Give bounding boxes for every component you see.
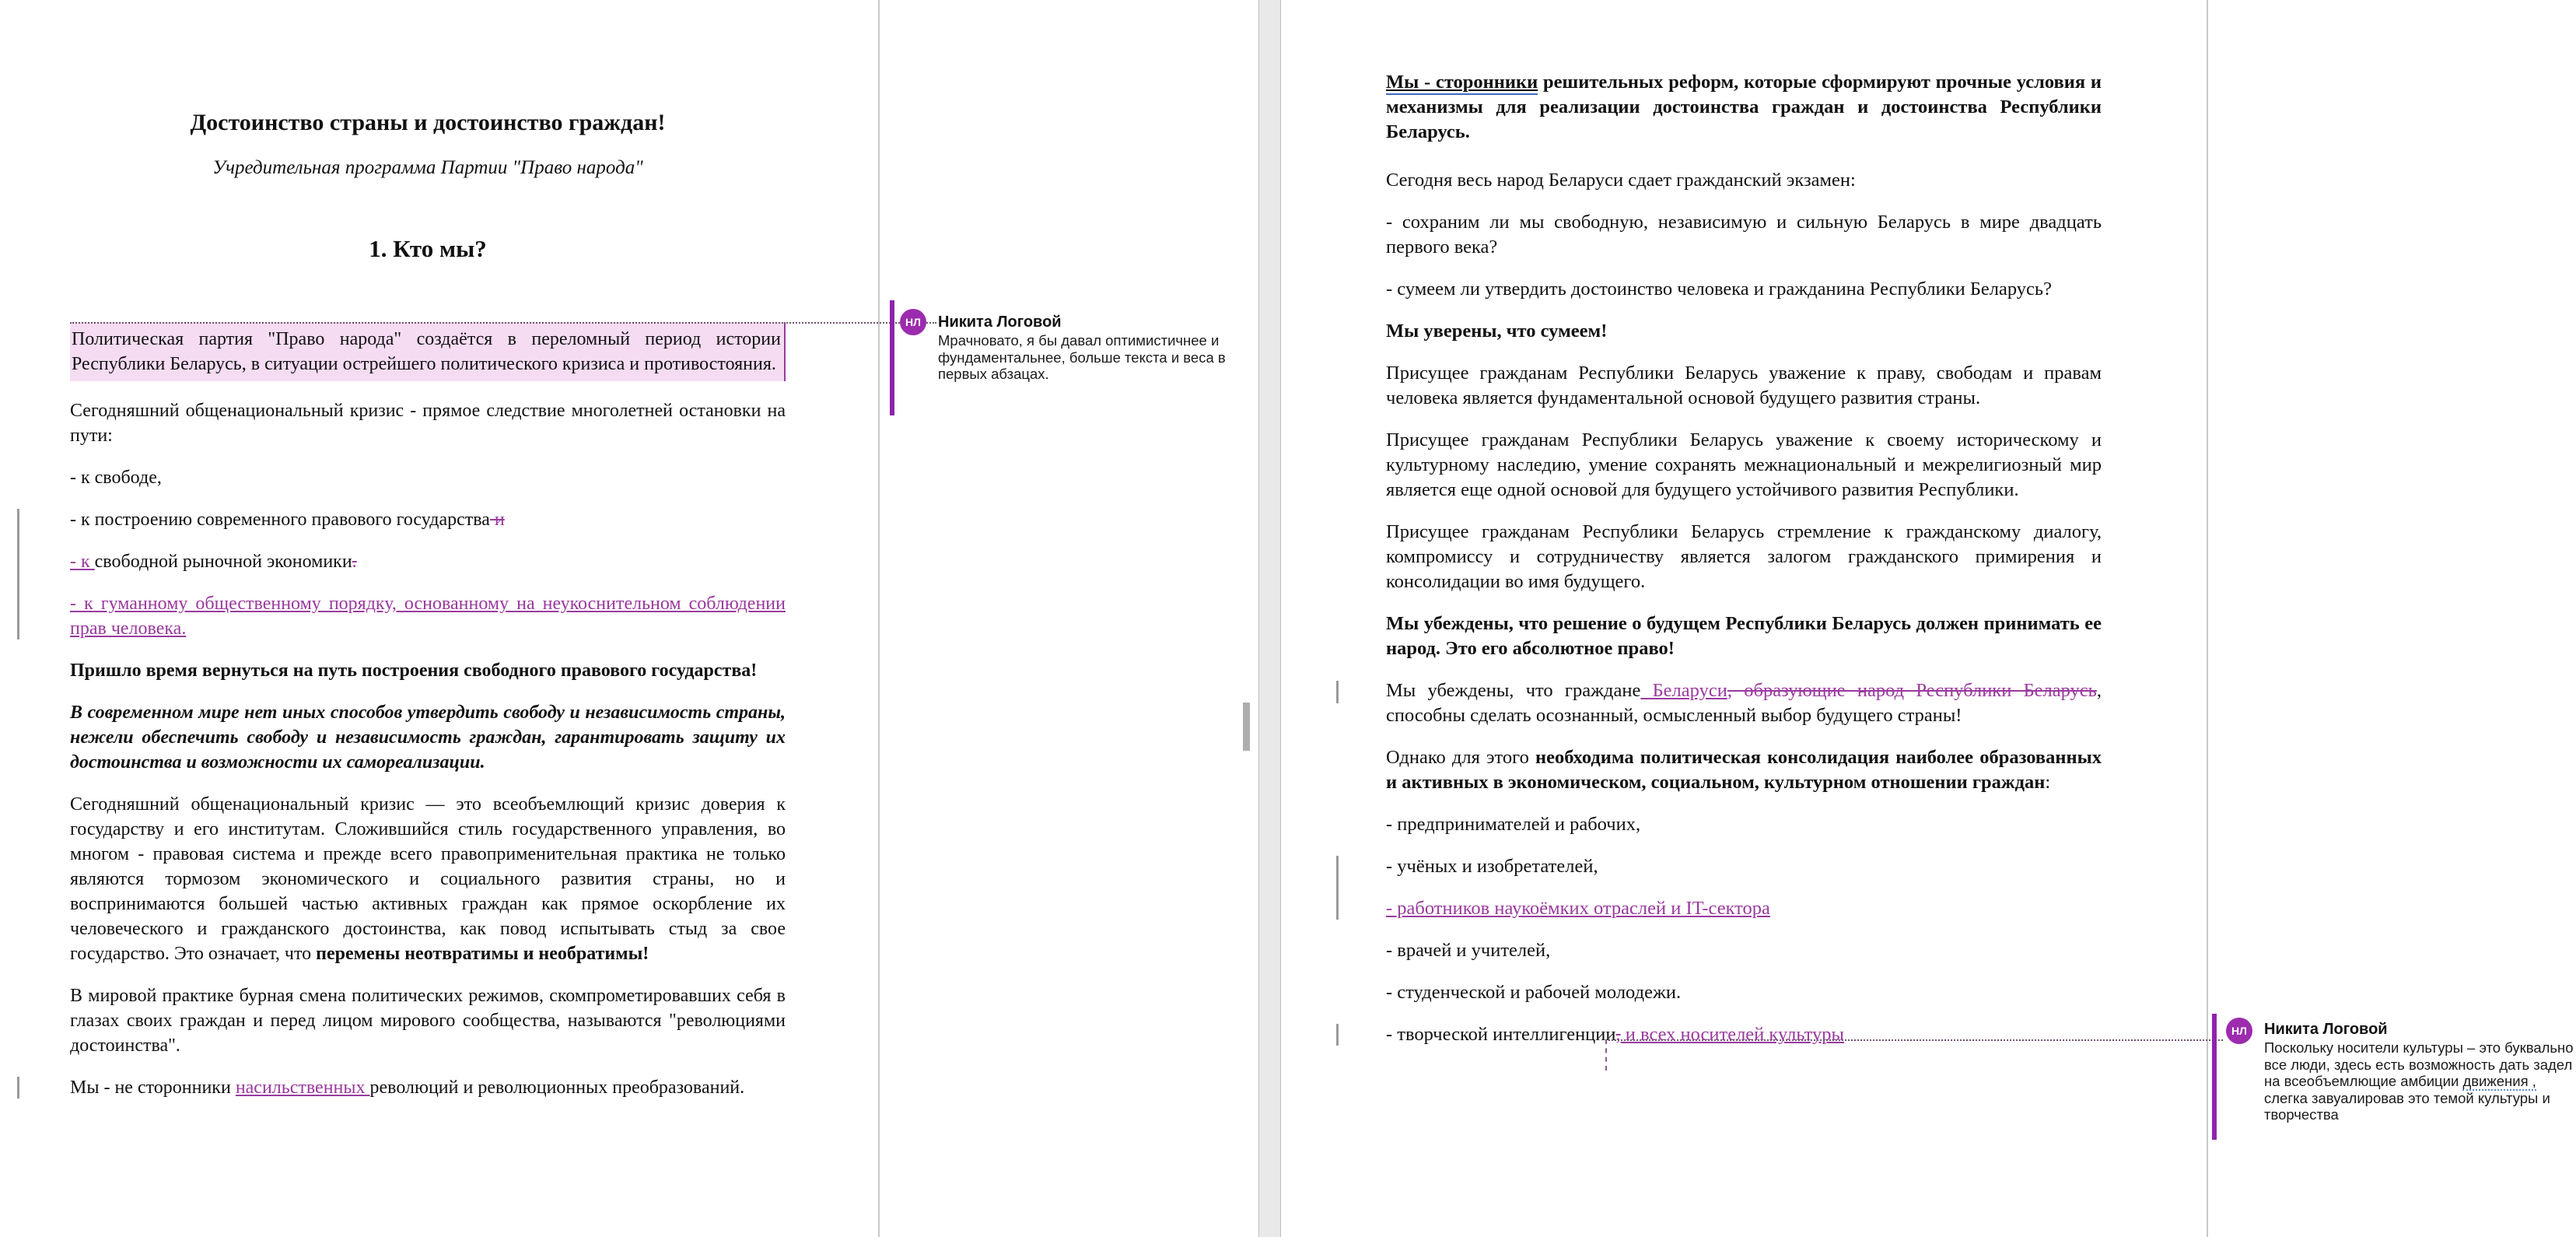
paragraph[interactable] — [1386, 210, 2102, 260]
text-run: Присущее гражданам Республики Беларусь уважение к своему историческому и культурному наследию, умение сохранять межнациональный и межрелигиозный мир является еще одной основой для будущего устойчивого развития Республики. — [1386, 429, 2102, 500]
document-subtitle[interactable] — [70, 156, 786, 180]
comment-2-text-after: слегка завуалировав это темой культуры и творчества — [2264, 1089, 2550, 1123]
text-run: революций и революционных преобразований. — [369, 1078, 745, 1098]
paragraph[interactable] — [70, 549, 786, 574]
paragraph[interactable] — [1386, 168, 2102, 193]
text-run: - врачей и учителей, — [1386, 940, 1551, 961]
text-run: Учредительная программа Партии "Право народа" — [212, 157, 643, 178]
paragraph[interactable] — [1386, 745, 2102, 795]
paragraph[interactable] — [1386, 854, 2102, 879]
text-run: 1. Кто мы? — [369, 235, 487, 262]
text-run: Сегодняшний общенациональный кризис - прямое следствие многолетней остановки на пути: — [70, 401, 786, 446]
section-heading[interactable] — [70, 232, 786, 266]
comment-1-author-bar — [890, 300, 894, 415]
paragraph[interactable] — [1386, 980, 2102, 1005]
text-run: Присущее гражданам Республики Беларусь уважение к праву, свободам и правам человека является фундаментальной основой будущего развития страны. — [1386, 363, 2102, 408]
paragraph[interactable] — [70, 1075, 786, 1100]
paragraph[interactable] — [70, 398, 786, 448]
text-run: Мы убеждены, что решение о будущем Республики Беларусь должен принимать ее народ. Это его абсолютное право! — [1386, 613, 2102, 659]
text-run: Мы - сторонники — [1386, 72, 1538, 95]
comment-1-author: Никита Логовой — [938, 314, 1062, 331]
text-run: Мы уверены, что сумеем! — [1386, 321, 1608, 342]
paragraph[interactable] — [70, 700, 786, 775]
deleted-text: , образующие народ Республики Беларусь — [1727, 680, 2097, 701]
paragraph[interactable] — [1386, 361, 2102, 411]
paragraph[interactable] — [1386, 938, 2102, 963]
comment-2-author-bar — [2212, 1014, 2217, 1140]
text-run: Мы - не сторонники — [70, 1078, 236, 1098]
text-run: Однако для этого — [1386, 747, 1535, 768]
text-run: перемены неотвратимы и необратимы! — [316, 944, 649, 964]
deleted-text: . — [352, 552, 357, 572]
text-run: Достоинство страны и достоинство граждан! — [190, 110, 666, 135]
paragraph[interactable] — [1386, 678, 2102, 728]
text-run: - к построению современного правового государства — [70, 510, 490, 530]
paragraph[interactable] — [1386, 611, 2102, 661]
text-run: : — [2045, 772, 2051, 793]
text-run: - предпринимателей и рабочих, — [1386, 814, 1641, 835]
text-run: Политическая партия "Право народа" создаётся в переломный период истории Республики Беларусь, в ситуации острейшего политического кризиса и противостояния. — [72, 329, 781, 374]
paragraph[interactable] — [1386, 319, 2102, 344]
text-run: Сегодня весь народ Беларуси сдает гражданский экзамен: — [1386, 170, 1856, 191]
paragraph[interactable] — [70, 465, 786, 490]
comment-1-avatar: НЛ — [900, 309, 926, 335]
inserted-text: - к гуманному общественному порядку, основанному на неукоснительном соблюдении прав человека. — [70, 594, 786, 639]
anchored-paragraph[interactable] — [70, 322, 786, 381]
deleted-text: , — [1615, 1024, 1621, 1045]
comment-2-anchor-boundary — [1605, 1039, 1607, 1071]
text-run: - творческой интеллигенции — [1386, 1024, 1616, 1045]
paragraph[interactable] — [1386, 428, 2102, 503]
text-run: Пришло время вернуться на путь построения свободного правового государства! — [70, 661, 758, 681]
text-run: свободной рыночной экономики — [94, 552, 352, 572]
paragraph[interactable] — [70, 507, 786, 532]
text-run: - студенческой и рабочей молодежи. — [1386, 982, 1682, 1003]
text-run: необходима политическая консолидация наиболее образованных и активных в экономическом, социальном, культурном отношении граждан — [1386, 747, 2102, 793]
scrollbar-thumb[interactable] — [1243, 703, 1250, 751]
comment-2-connector-line — [1605, 1039, 2223, 1041]
anchored-paragraph[interactable] — [1386, 1022, 2102, 1047]
text-run: Сегодняшний общенациональный кризис — это всеобъемлющий кризис доверия к государству и его институтам. Сложившийся стиль государственного управления, во многом - правовая система и прежде всего правоприменительная практика не только являются тормозом экономического и социального развития страны, но и воспринимаются большей частью активных граждан как прямое оскорбление их человеческого и гражданского достоинства, как повод испытывать стыд за свое государство. Это означает, что — [70, 794, 786, 964]
text-run: решительных реформ, которые сформируют прочные условия и механизмы для реализации достоинства граждан и достоинства Республики Беларусь. — [1386, 72, 2102, 142]
text-run: - сумеем ли утвердить достоинство человека и гражданина Республики Беларусь? — [1386, 279, 2052, 300]
text-run: - учёных и изобретателей, — [1386, 856, 1598, 877]
comment-1-text[interactable]: Мрачновато, я бы давал оптимистичнее и фундаментальнее, больше текста и веса в первых абзацах. — [938, 332, 1226, 382]
comment-2-avatar: НЛ — [2226, 1018, 2252, 1044]
comment-2-author: Никита Логовой — [2264, 1021, 2388, 1038]
page-2-margin-separator — [2207, 0, 2208, 1237]
text-run: В современном мире нет иных способов утвердить свободу и независимость страны, нежели обеспечить свободу и независимость граждан, гарантировать защиту их достоинства и возможности их самореализации. — [70, 703, 786, 773]
paragraph[interactable] — [1386, 520, 2102, 594]
paragraph[interactable] — [1386, 277, 2102, 302]
inserted-text: - к — [70, 552, 95, 572]
deleted-text: и — [489, 510, 505, 530]
text-run: - сохраним ли мы свободную, независимую и сильную Беларусь в мире двадцать первого века? — [1386, 212, 2102, 258]
page-gap — [1258, 0, 1281, 1237]
paragraph[interactable] — [1386, 70, 2102, 145]
text-run: Присущее гражданам Республики Беларусь стремление к гражданскому диалогу, компромиссу и сотрудничеству является залогом гражданского примирения и консолидации во имя будущего. — [1386, 521, 2102, 592]
inserted-text: - работников наукоёмких отраслей и IT-сектора — [1386, 898, 1770, 919]
comment-2-text[interactable] — [2264, 1039, 2576, 1123]
comment-2-text-before: Поскольку носители культуры – это буквально все люди, здесь есть возможность дать задел на всеобъемлющие амбиции — [2264, 1039, 2574, 1089]
text-run: , способны сделать осознанный, осмысленный выбор будущего страны! — [1386, 680, 2102, 726]
text-run: Мы убеждены, что граждане — [1386, 680, 1641, 701]
page-2-text[interactable] — [1386, 0, 2102, 1064]
page-1-margin-separator — [878, 0, 880, 1237]
text-run: - к свободе, — [70, 468, 162, 488]
text-run: В мировой практике бурная смена политических режимов, скомпрометировавших себя в глазах своих граждан и перед лицом мирового сообщества, называются "революциями достоинства". — [70, 986, 786, 1056]
paragraph[interactable] — [1386, 812, 2102, 837]
comment-2-linked-word[interactable]: движения , — [2462, 1073, 2536, 1089]
paragraph[interactable] — [70, 591, 786, 641]
inserted-text: насильственных — [235, 1078, 370, 1098]
inserted-text: и всех носителей культуры — [1620, 1024, 1844, 1045]
paragraph[interactable] — [70, 792, 786, 966]
inserted-text: Беларуси — [1640, 680, 1727, 701]
paragraph[interactable] — [1386, 896, 2102, 921]
paragraph[interactable] — [70, 983, 786, 1058]
paragraph[interactable] — [70, 658, 786, 683]
document-title[interactable] — [70, 107, 786, 138]
page-1-text[interactable] — [70, 0, 786, 1117]
